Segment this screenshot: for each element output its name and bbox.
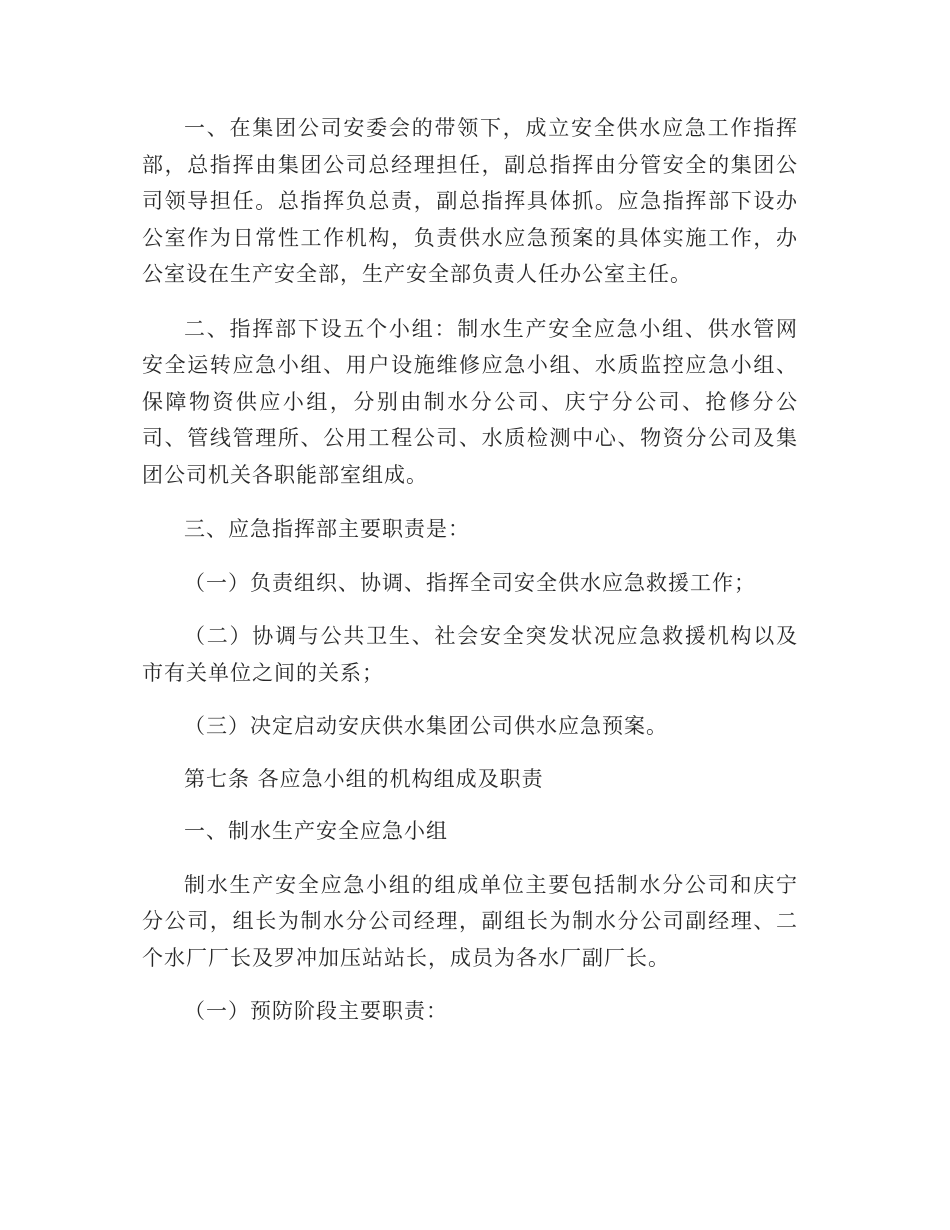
paragraph-duty-3: （三）决定启动安庆供水集团公司供水应急预案。 xyxy=(184,714,668,738)
paragraph-duty-1: （一）负责组织、协调、指挥全司安全供水应急救援工作； xyxy=(184,570,756,595)
article-heading: 第七条 各应急小组的机构组成及职责 xyxy=(184,766,544,791)
paragraph-production-group: 制水生产安全应急小组的组成单位主要包括制水分公司和庆宁分公司，组长为制水分公司经理，副组长为制水分公司副经理、二个水厂厂长及罗冲加压站站长，成员为各水厂副厂长。 xyxy=(142,872,798,970)
paragraph-command-setup: 一、在集团公司安委会的带领下，成立安全供水应急工作指挥部，总指挥由集团公司总经理担任，副总指挥由分管安全的集团公司领导担任。总指挥负总责，副总指挥具体抓。应急指挥部下设办公室作为日常性工作机构，负责供水应急预案的具体实施工作，办公室设在生产安全部，生产安全部负责人任办公室主任。 xyxy=(142,116,798,286)
paragraph-command-duties-heading: 三、应急指挥部主要职责是： xyxy=(184,517,470,541)
paragraph-prevention-duties: （一）预防阶段主要职责： xyxy=(184,999,448,1023)
section-heading: 一、制水生产安全应急小组 xyxy=(184,819,448,843)
paragraph-subgroups: 二、指挥部下设五个小组：制水生产安全应急小组、供水管网安全运转应急小组、用户设施维修应急小组、水质监控应急小组、保障物资供应小组，分别由制水分公司、庆宁分公司、抢修分公司、管线管理所、公用工程公司、水质检测中心、物资分公司及集团公司机关各职能部室组成。 xyxy=(142,316,798,487)
document-body xyxy=(142,110,798,1030)
paragraph-duty-2: （二）协调与公共卫生、社会安全突发状况应急救援机构以及市有关单位之间的关系； xyxy=(142,624,798,685)
